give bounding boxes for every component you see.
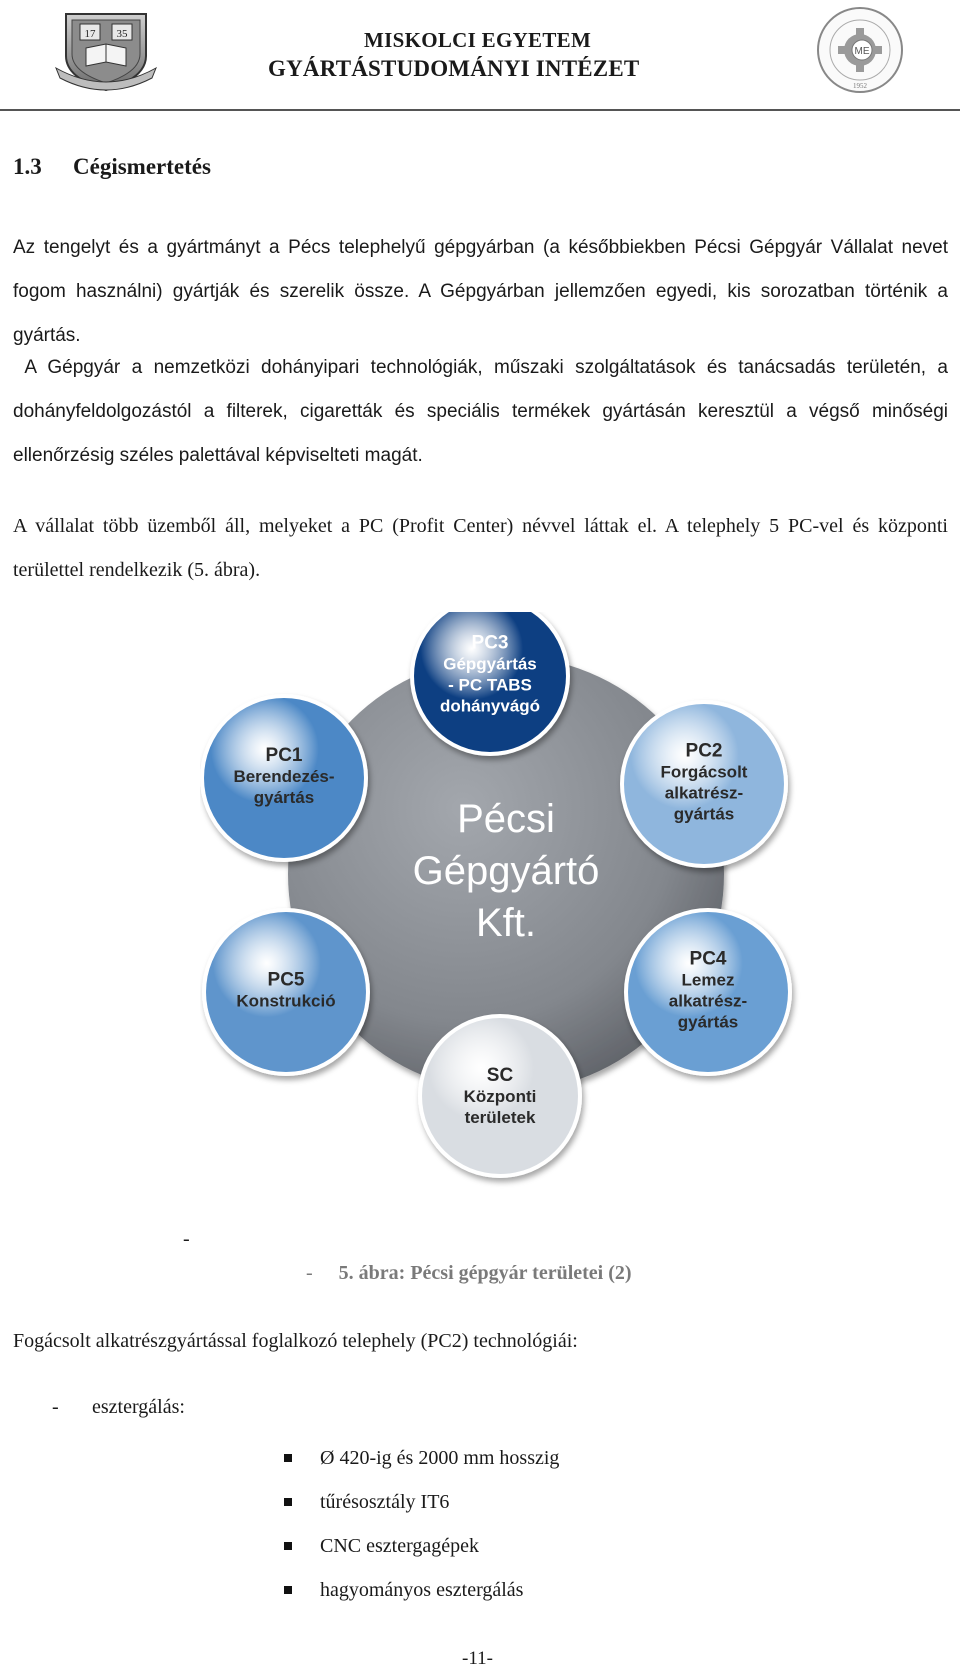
node-label-line: PC2 (685, 740, 723, 762)
list-item-text: CNC esztergagépek (320, 1535, 480, 1557)
node-label-line: Lemez (681, 970, 735, 990)
node-pc4 (624, 908, 792, 1076)
node-label-line: PC3 (471, 632, 509, 654)
figure-caption (306, 1262, 632, 1285)
page-number: -11- (462, 1648, 493, 1669)
square-bullet-icon (284, 1542, 292, 1550)
square-bullet-icon (284, 1454, 292, 1462)
seal-center-text: ME (854, 46, 870, 57)
node-label-line: Központi (463, 1087, 537, 1106)
caption-dash: - (306, 1262, 313, 1284)
list-item-text: tűrésosztály IT6 (320, 1491, 450, 1513)
list-item (282, 1568, 559, 1612)
bullet-list (282, 1436, 559, 1612)
node-label-line: Forgácsolt (660, 762, 748, 782)
node-label-line: gyártás (677, 1012, 739, 1032)
paragraph-2: A Gépgyár a nemzetközi dohányipari technológiák, műszaki szolgáltatások és tanácsadás területén, a dohányfeldolgozástól a filterek, cigaretták és speciális termékek gyártásán keresztül a végső minőségi ellenőrzésig széles palettával képviselteti magát. (13, 357, 954, 466)
list-item-text: hagyományos esztergálás (320, 1579, 524, 1601)
node-label-line: Berendezés- (233, 767, 335, 786)
department-seal-icon (805, 4, 915, 96)
list-label: esztergálás: (92, 1396, 185, 1418)
center-label-line: Kft. (475, 901, 537, 945)
node-label-line: dohányvágó (439, 696, 541, 716)
node-label-line: Gépgyártás (443, 654, 537, 674)
list-item (282, 1480, 559, 1524)
square-bullet-icon (284, 1586, 292, 1594)
profit-center-diagram (200, 612, 840, 1242)
section-heading (13, 154, 211, 180)
list-dash: - (52, 1396, 59, 1418)
section-number: 1.3 (13, 154, 42, 179)
node-label-line: PC5 (267, 969, 305, 991)
node-label-line: - PC TABS (448, 675, 532, 695)
square-bullet-icon (284, 1498, 292, 1506)
page-header (0, 0, 960, 112)
node-label-line: SC (486, 1065, 514, 1086)
paragraph-3: A vállalat több üzemből áll, melyeket a PC (Profit Center) névvel láttak el. A telephely 5 PC-vel és központi területtel rendelkezik (5. ábra). (13, 515, 948, 581)
center-label-line: Pécsi (457, 797, 555, 841)
subsection-intro: Fogácsolt alkatrészgyártással foglalkozó telephely (PC2) technológiái: (13, 1330, 578, 1352)
section-title: Cégismertetés (73, 154, 211, 179)
list-item (282, 1524, 559, 1568)
node-pc2 (620, 700, 788, 868)
node-label-line: PC1 (265, 745, 303, 766)
node-label-line: gyártás (673, 804, 735, 824)
stray-dash: - (183, 1228, 190, 1250)
list-item-text: Ø 420-ig és 2000 mm hosszig (320, 1447, 560, 1469)
university-crest-icon (52, 8, 160, 94)
caption-text: 5. ábra: Pécsi gépgyár területei (2) (338, 1262, 632, 1284)
list-item (282, 1436, 559, 1480)
university-name: MISKOLCI EGYETEM (364, 28, 592, 52)
node-label-line: alkatrész- (668, 991, 748, 1011)
node-pc5 (202, 908, 370, 1076)
node-pc1 (200, 694, 368, 862)
center-label-line: Gépgyártó (412, 849, 600, 893)
paragraph-1: Az tengelyt és a gyártmányt a Pécs telephelyű gépgyárban (a későbbiekben Pécsi Gépgyár Vállalat nevet fogom használni) gyártják és szerelik össze. A Gépgyárban jellemzően egyedi, kis sorozatban történik a gyártás. (13, 237, 948, 346)
header-divider (0, 109, 960, 111)
node-label-line: alkatrész- (664, 783, 744, 803)
seal-year: 1952 (853, 82, 867, 90)
node-label-line: területek (464, 1108, 536, 1127)
node-label-line: Konstrukció (236, 991, 336, 1011)
node-label-line: PC4 (689, 948, 727, 970)
crest-year-left: 17 (84, 28, 96, 40)
list-heading (52, 1396, 185, 1419)
node-label-line: gyártás (253, 788, 315, 807)
crest-year-right: 35 (116, 28, 128, 40)
institute-name: GYÁRTÁSTUDOMÁNYI INTÉZET (268, 56, 640, 81)
node-sc (418, 1014, 582, 1178)
